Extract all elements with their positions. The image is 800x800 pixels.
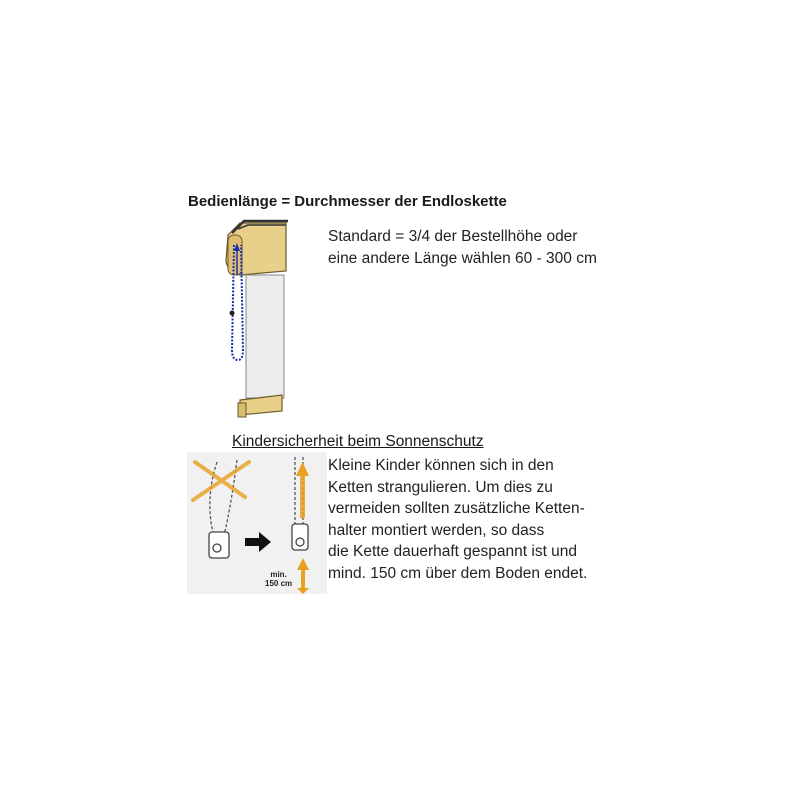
child-safety-text (328, 455, 587, 584)
text-line: halter montiert werden, so dass (328, 521, 545, 539)
end-cap (228, 235, 242, 275)
standard-length-text (328, 226, 597, 269)
chain-weight (230, 311, 235, 316)
text-line: mind. 150 cm über dem Boden endet. (328, 564, 588, 582)
text-line: Kleine Kinder können sich in den (328, 457, 554, 474)
min-height-label (265, 570, 292, 588)
section-title-child-safety: Kindersicherheit beim Sonnenschutz (232, 433, 484, 450)
text-line: Standard = 3/4 der Bestellhöhe oder (328, 228, 578, 245)
min-label-line: 150 cm (265, 579, 293, 588)
min-label-line: min. (270, 570, 287, 579)
text-line: Ketten strangulieren. Um dies zu (328, 478, 553, 496)
fabric-panel (246, 275, 284, 398)
text-line: eine andere Länge wählen 60 - 300 cm (328, 249, 597, 267)
child-safety-illustration (187, 452, 327, 594)
text-line: die Kette dauerhaft gespannt ist und (328, 543, 578, 560)
section-title-operating-length: Bedienlänge = Durchmesser der Endloskette (188, 193, 507, 210)
text-line: vermeiden sollten zusätzliche Ketten- (328, 500, 585, 517)
roller-blind-illustration (218, 215, 288, 430)
